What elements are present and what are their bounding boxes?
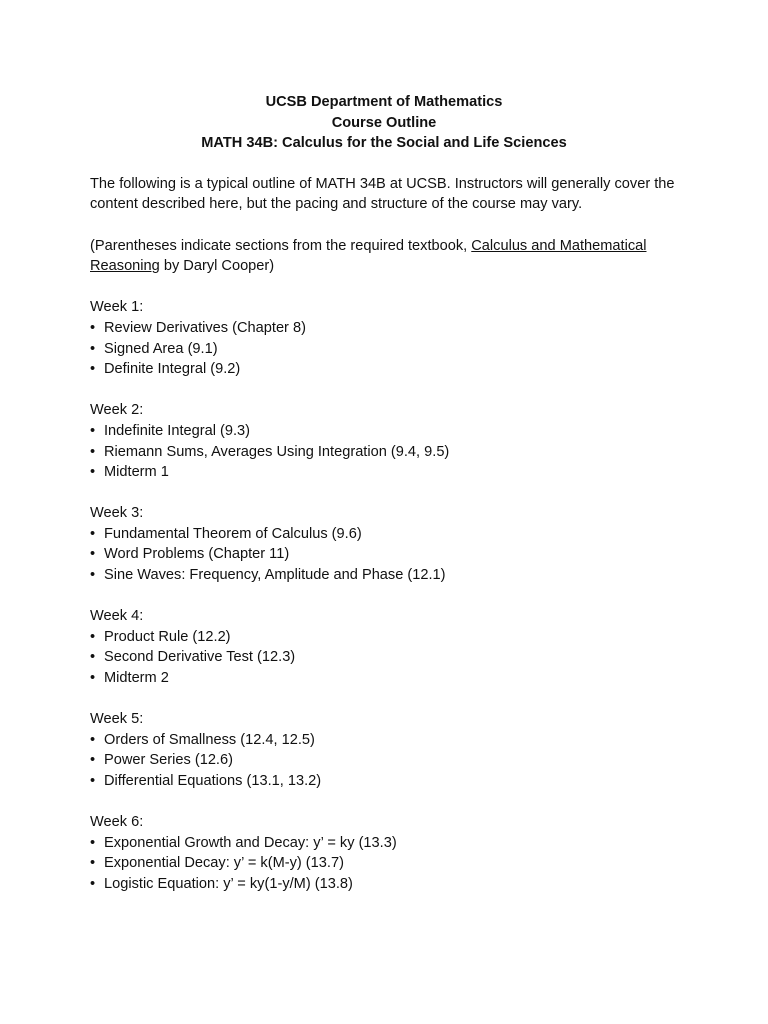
week-title: Week 6:: [90, 814, 144, 831]
topic-text: Differential Equations (13.1, 13.2): [104, 773, 322, 789]
textbook-note: [90, 236, 678, 277]
department-title: UCSB Department of Mathematics: [265, 94, 503, 110]
topic-text: Exponential Decay: y’ = k(M-y) (13.7): [104, 855, 344, 872]
list-item: [90, 339, 678, 360]
week-3-section: [90, 503, 678, 585]
bullet-icon: •: [90, 422, 96, 439]
topic-text: Orders of Smallness (12.4, 12.5): [104, 731, 315, 748]
document-title: Course Outline: [331, 114, 437, 131]
topic-text: Product Rule (12.2): [104, 628, 231, 645]
bullet-icon: •: [90, 731, 96, 748]
week-5-section: [90, 709, 678, 791]
bullet-icon: •: [90, 752, 96, 769]
topic-text: Exponential Growth and Decay: y’ = ky (13.3): [104, 834, 397, 851]
list-item: [90, 668, 678, 689]
bullet-icon: •: [90, 319, 96, 336]
topic-text: Word Problems (Chapter 11): [104, 546, 290, 563]
list-item: [90, 647, 678, 668]
week-topic-list: [90, 421, 678, 483]
week-title: Week 4:: [90, 608, 144, 625]
bullet-icon: •: [90, 875, 96, 892]
textbook-title: Calculus and Mathematical Reasoning: [90, 237, 647, 275]
list-item: [90, 544, 678, 565]
list-item: [90, 462, 678, 483]
list-item: [90, 524, 678, 545]
bullet-icon: •: [90, 628, 96, 645]
topic-text: Indefinite Integral (9.3): [104, 422, 251, 439]
topic-text: Power Series (12.6): [104, 752, 233, 769]
week-title: Week 2:: [90, 402, 144, 419]
list-item: [90, 874, 678, 895]
topic-text: Logistic Equation: y’ = ky(1-y/M) (13.8): [104, 875, 353, 892]
week-title: Week 1:: [90, 299, 144, 316]
week-1-section: [90, 297, 678, 379]
topic-text: Review Derivatives (Chapter 8): [104, 319, 306, 336]
week-title: Week 3:: [90, 505, 144, 522]
list-item: [90, 318, 678, 339]
topic-text: Midterm 2: [104, 670, 169, 687]
bullet-icon: •: [90, 546, 96, 563]
bullet-icon: •: [90, 855, 96, 872]
bullet-icon: •: [90, 340, 96, 357]
list-item: [90, 730, 678, 751]
document-header: [90, 92, 678, 154]
week-4-section: [90, 606, 678, 688]
bullet-icon: •: [90, 464, 96, 481]
list-item: [90, 565, 678, 586]
bullet-icon: •: [90, 670, 96, 687]
topic-text: Fundamental Theorem of Calculus (9.6): [104, 525, 362, 542]
bullet-icon: •: [90, 773, 96, 789]
topic-text: Riemann Sums, Averages Using Integration (9.4, 9.5): [104, 443, 450, 460]
list-item: [90, 750, 678, 771]
topic-text: Definite Integral (9.2): [104, 361, 241, 378]
week-topic-list: [90, 627, 678, 689]
bullet-icon: •: [90, 525, 96, 542]
week-2-section: [90, 400, 678, 482]
list-item: [90, 771, 678, 792]
week-topic-list: [90, 318, 678, 380]
list-item: [90, 627, 678, 648]
bullet-icon: •: [90, 361, 96, 378]
list-item: [90, 359, 678, 380]
list-item: [90, 421, 678, 442]
list-item: [90, 833, 678, 854]
topic-text: Midterm 1: [104, 464, 169, 481]
list-item: [90, 853, 678, 874]
topic-text: Sine Waves: Frequency, Amplitude and Phase (12.1): [104, 567, 446, 584]
week-topic-list: [90, 833, 678, 895]
intro-paragraph: The following is a typical outline of MATH 34B at UCSB. Instructors will generally cover the content described here, but the pacing and structure of the course may vary.: [90, 175, 675, 213]
textbook-note-prefix: (Parentheses indicate sections from the required textbook,: [90, 237, 472, 254]
course-title: MATH 34B: Calculus for the Social and Life Sciences: [201, 135, 567, 152]
week-title: Week 5:: [90, 711, 144, 728]
textbook-note-suffix: by Daryl Cooper): [159, 258, 275, 275]
bullet-icon: •: [90, 443, 96, 460]
bullet-icon: •: [90, 649, 96, 666]
topic-text: Second Derivative Test (12.3): [104, 649, 296, 666]
week-6-section: [90, 812, 678, 894]
week-topic-list: [90, 730, 678, 792]
bullet-icon: •: [90, 834, 96, 851]
bullet-icon: •: [90, 567, 96, 584]
list-item: [90, 442, 678, 463]
week-topic-list: [90, 524, 678, 586]
topic-text: Signed Area (9.1): [104, 340, 218, 357]
